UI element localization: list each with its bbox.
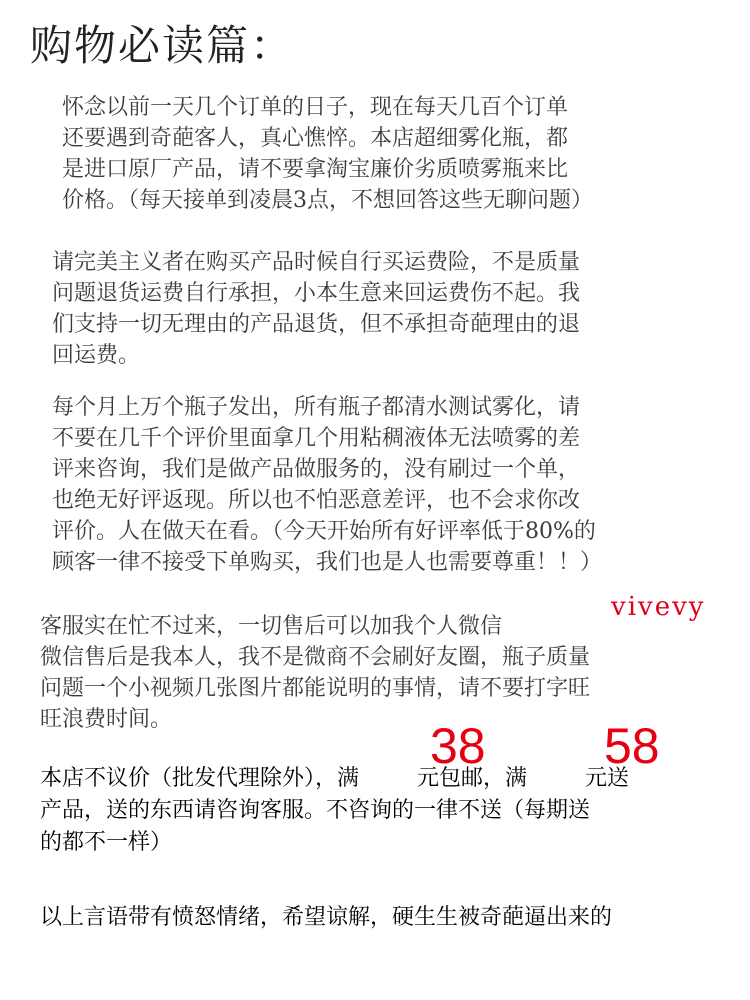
paragraph-line: 价格。（每天接单到凌晨3点，不想回答这些无聊问题） [62, 188, 593, 213]
promo-paragraph [40, 763, 629, 859]
paragraph-line: 还要遇到奇葩客人，真心憔悴。本店超细雾化瓶，都 [62, 126, 569, 151]
paragraph-line: 也绝无好评返现。所以也不怕恶意差评，也不会求你改 [52, 488, 581, 513]
paragraph-line: 每个月上万个瓶子发出，所有瓶子都清水测试雾化，请 [52, 395, 581, 420]
paragraph-line: 是进口原厂产品，请不要拿淘宝廉价劣质喷雾瓶来比 [62, 157, 569, 182]
paragraph-line: 评价。人在做天在看。（今天开始所有好评率低于80%的 [52, 519, 596, 544]
notice-paragraph-1 [62, 92, 593, 216]
paragraph-line: 客服实在忙不过来，一切售后可以加我个人微信 [40, 614, 503, 639]
notice-paragraph-4 [40, 611, 590, 735]
gift-threshold: 58 [604, 718, 660, 774]
paragraph-line: 怀念以前一天几个订单的日子，现在每天几百个订单 [62, 95, 569, 120]
page-title: 购物必读篇： [30, 21, 295, 70]
promo-text-a: 本店不议价（批发代理除外），满 [40, 766, 360, 791]
notice-paragraph-2 [52, 247, 580, 371]
paragraph-line: 们支持一切无理由的产品退货，但不承担奇葩理由的退 [52, 312, 581, 337]
paragraph-line: 顾客一律不接受下单购买，我们也是人也需要尊重！！） [52, 550, 603, 575]
wechat-id: vivevy [611, 592, 706, 622]
paragraph-line: 问题退货运费自行承担，小本生意来回运费伤不起。我 [52, 281, 581, 306]
paragraph-line: 微信售后是我本人，我不是微商不会刷好友圈，瓶子质量 [40, 645, 591, 670]
paragraph-line: 不要在几千个评价里面拿几个用粘稠液体无法喷雾的差 [52, 426, 581, 451]
promo-line-2: 产品，送的东西请咨询客服。不咨询的一律不送（每期送 [40, 798, 591, 823]
promo-line-1 [40, 763, 629, 795]
promo-line-3: 的都不一样） [40, 830, 173, 855]
paragraph-line: 问题一个小视频几张图片都能说明的事情，请不要打字旺 [40, 676, 591, 701]
paragraph-line: 回运费。 [52, 343, 141, 368]
promo-text-b: 元包邮，满 [417, 766, 528, 791]
free-shipping-threshold: 38 [430, 718, 486, 774]
paragraph-line: 请完美主义者在购买产品时候自行买运费险，不是质量 [52, 250, 581, 275]
paragraph-line: 旺浪费时间。 [40, 707, 173, 732]
promo-text-c: 元送 [585, 766, 630, 791]
footer-note: 以上言语带有愤怒情绪，希望谅解，硬生生被奇葩逼出来的 [40, 905, 613, 930]
notice-paragraph-3 [52, 392, 602, 578]
paragraph-line: 评来咨询，我们是做产品做服务的，没有刷过一个单， [52, 457, 581, 482]
